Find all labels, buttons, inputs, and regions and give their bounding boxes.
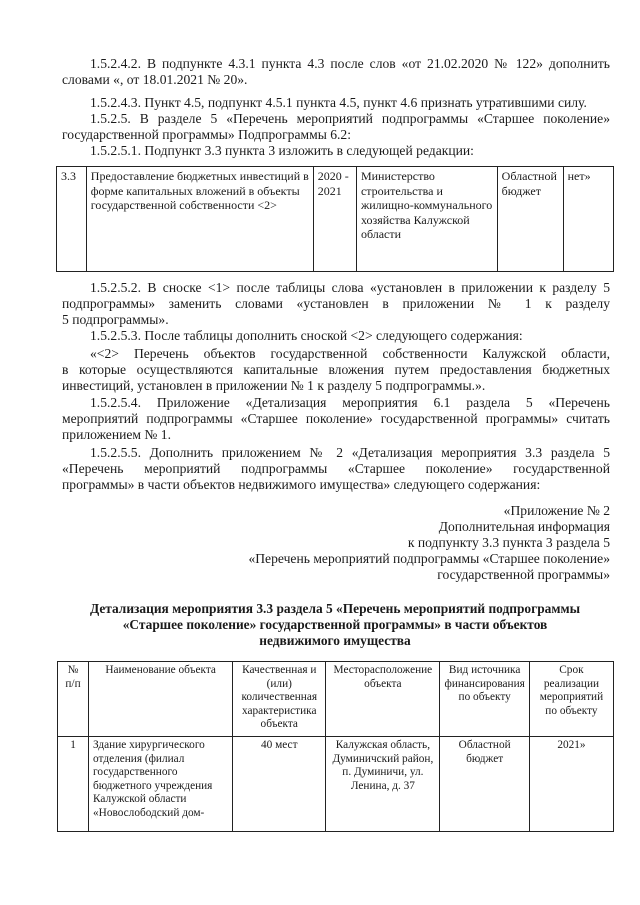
section-title-line-1: Детализация мероприятия 3.3 раздела 5 «Перечень мероприятий подпрограммы [89,601,581,616]
table-cell-source: Областной бюджет [497,167,563,272]
table-cell-num: 3.3 [57,167,87,272]
paragraph-9-line-3: программы» в части объектов недвижимого имущества» следующего содержания: [62,477,541,492]
table-cell-years: 2020 - 2021 [313,167,356,272]
row-source: Областной бюджет [440,737,529,832]
header-source: Вид источника финансирования по объекту [440,662,529,737]
objects-table [57,661,614,832]
appendix-line-3: к подпункту 3.3 пункта 3 раздела 5 [407,535,610,550]
header-location: Месторасположение объекта [326,662,440,737]
table-cell-name: Предоставление бюджетных инвестиций в форме капитальных вложений в объекты государственной собственности <2> [86,167,313,272]
row-location: Калужская область, Думиничский район, п. Думиничи, ул. Ленина, д. 37 [326,737,440,832]
paragraph-1-line-2: словами «, от 18.01.2021 № 20». [62,72,248,87]
header-num: № п/п [58,662,89,737]
appendix-line-1: «Приложение № 2 [503,503,610,518]
row-num: 1 [58,737,89,832]
row-name: Здание хирургического отделения (филиал государственного бюджетного учреждения Калужской области «Новослободский дом- [89,737,233,832]
paragraph-8-line-3: приложением № 1. [62,427,171,442]
header-term: Срок реализации мероприятий по объекту [529,662,613,737]
paragraph-5-line-2: подпрограммы» заменить словами «установлен в приложении № 1 к разделу [62,296,610,311]
paragraph-8-line-1: 1.5.2.5.4. Приложение «Детализация мероприятия 6.1 раздела 5 «Перечень [90,395,610,410]
paragraph-2: 1.5.2.4.3. Пункт 4.5, подпункт 4.5.1 пункта 4.5, пункт 4.6 признать утратившими силу. [90,95,587,110]
paragraph-7-line-3: инвестиций, установлен в приложении № 1 к разделу 5 подпрограммы.». [62,378,486,393]
paragraph-3-line-2: государственной программы» Подпрограммы 6.2: [62,127,352,142]
paragraph-6: 1.5.2.5.3. После таблицы дополнить сноской <2> следующего содержания: [90,328,523,343]
paragraph-7-line-2: в которые осуществляются капитальные вложения путем предоставления бюджетных [62,362,610,377]
paragraph-5-line-1: 1.5.2.5.2. В сноске <1> после таблицы слова «установлен в приложении к разделу 5 [90,280,610,295]
paragraph-4: 1.5.2.5.1. Подпункт 3.3 пункта 3 изложить в следующей редакции: [90,143,474,158]
row-term: 2021» [529,737,613,832]
header-quality: Качественная и (или) количественная характеристика объекта [233,662,326,737]
measure-table [56,166,614,272]
section-title-line-2: «Старшее поколение» государственной программы» в части объектов [122,617,548,632]
paragraph-8-line-2: мероприятий подпрограммы «Старшее поколение» государственной программы» считать [62,411,610,426]
section-title-line-3: недвижимого имущества [259,633,411,648]
appendix-line-5: государственной программы» [437,567,610,582]
paragraph-5-line-3: 5 подпрограммы». [62,312,169,327]
appendix-line-4: «Перечень мероприятий подпрограммы «Старшее поколение» [248,551,610,566]
paragraph-1-line-1: 1.5.2.4.2. В подпункте 4.3.1 пункта 4.3 после слов «от 21.02.2020 № 122» дополнить [90,56,610,71]
paragraph-9-line-2: «Перечень мероприятий подпрограммы «Старшее поколение» государственной [62,461,610,476]
appendix-line-2: Дополнительная информация [438,519,610,534]
table-header-row [58,662,614,737]
header-name: Наименование объекта [89,662,233,737]
table-row [58,737,614,832]
row-quality: 40 мест [233,737,326,832]
table-cell-amount: нет» [563,167,613,272]
table-row [57,167,614,272]
paragraph-9-line-1: 1.5.2.5.5. Дополнить приложением № 2 «Детализация мероприятия 3.3 раздела 5 [90,445,610,460]
paragraph-3-line-1: 1.5.2.5. В разделе 5 «Перечень мероприятий подпрограммы «Старшее поколение» [90,111,610,126]
table-cell-executor: Министерство строительства и жилищно-коммунального хозяйства Калужской области [356,167,497,272]
paragraph-7-line-1: «<2> Перечень объектов государственной собственности Калужской области, [90,346,610,361]
